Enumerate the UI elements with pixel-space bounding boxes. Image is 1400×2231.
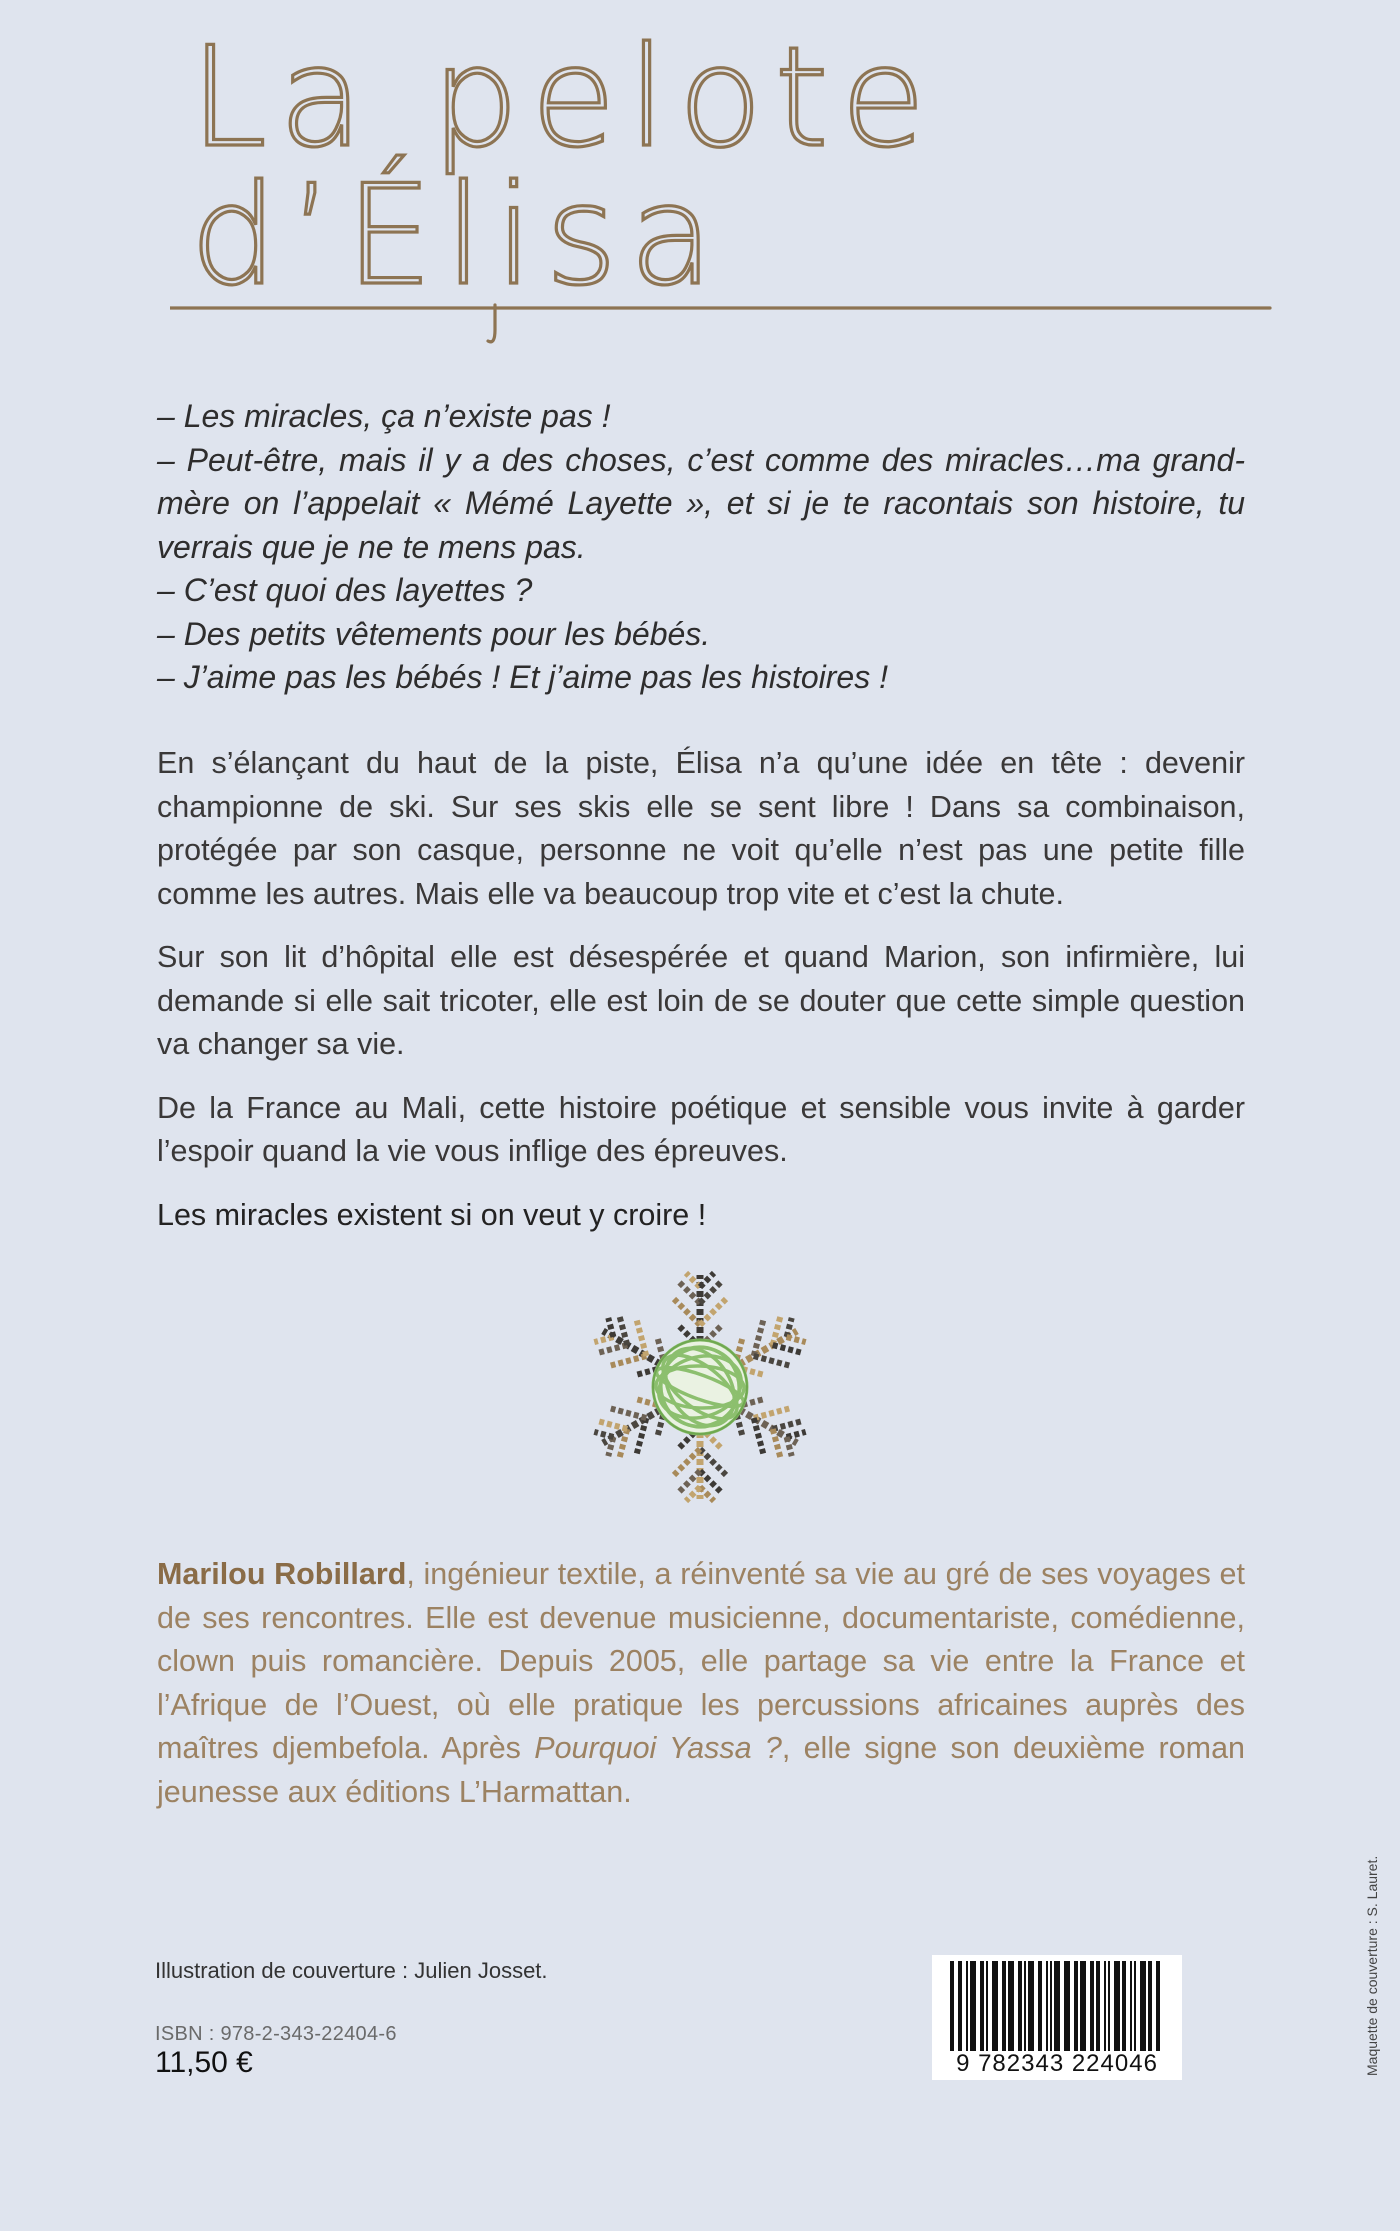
- price: 11,50 €: [155, 2046, 253, 2079]
- barcode-bars: [950, 1961, 1164, 2051]
- illustration-credit: Illustration de couverture : Julien Josset.: [155, 1958, 548, 1983]
- bio-text: , ingénieur textile, a réinventé sa vie au gré de ses voyages et de ses rencontres. Elle est devenue musicienne, documentariste, comédienne, clown puis romancière. Depuis 2005, elle partage sa vie entre la France et l’Afrique de l’Ouest, où elle pratique les percussions africaines auprès des maîtres djembefola. Après: [157, 1557, 1245, 1765]
- barcode-digits: 9 782343 224046: [956, 2050, 1158, 2077]
- author-bio: [157, 1553, 1245, 1814]
- tagline: Les miracles existent si on veut y croire !: [157, 1197, 707, 1232]
- author-name: Marilou Robillard: [157, 1557, 407, 1591]
- synopsis-paragraph: De la France au Mali, cette histoire poétique et sensible vous invite à garder l’espoir quand la vie vous inflige des épreuves.: [157, 1090, 1245, 1168]
- dialogue-line: – Les miracles, ça n’existe pas !: [157, 398, 611, 434]
- isbn: ISBN : 978-2-343-22404-6: [155, 2023, 397, 2045]
- title-text: La pelote d’Élisa: [190, 17, 938, 316]
- dialogue-line: – C’est quoi des layettes ?: [157, 572, 533, 608]
- snowflake-yarn-ball-icon: [583, 1270, 817, 1504]
- dialogue-excerpt: [157, 395, 1245, 700]
- barcode: [932, 1955, 1182, 2080]
- dialogue-line: – Des petits vêtements pour les bébés.: [157, 615, 711, 652]
- previous-book-title: Pourquoi Yassa ?: [534, 1731, 782, 1765]
- synopsis: [157, 742, 1245, 1257]
- synopsis-paragraph: En s’élançant du haut de la piste, Élisa n’a qu’une idée en tête : devenir championne de ski. Sur ses skis elle se sent libre ! Dans sa combinaison, protégée par son casque, personne ne voit qu’elle n’est pas une petite fille comme les autres. Mais elle va beaucoup trop vite et c’est la chute.: [157, 746, 1245, 911]
- cover-design-credit: Maquette de couverture : S. Lauret.: [1364, 1855, 1380, 2076]
- synopsis-paragraph: Sur son lit d’hôpital elle est désespérée et quand Marion, son infirmière, lui demande si elle sait tricoter, elle est loin de se douter que cette simple question va changer sa vie.: [157, 940, 1245, 1061]
- bio-text: , elle signe son deuxième roman jeunesse aux éditions L’Harmattan.: [157, 1731, 1245, 1809]
- dialogue-line: – Peut-être, mais il y a des choses, c’est comme des miracles…ma grand-mère on l’appelait « Mémé Layette », et si je te racontais son histoire, tu verrais que je ne te mens pas.: [157, 441, 1245, 565]
- dialogue-line: – J’aime pas les bébés ! Et j’aime pas les histoires !: [157, 659, 888, 695]
- barcode-bar: [1160, 1961, 1164, 2051]
- book-title: [170, 17, 1280, 345]
